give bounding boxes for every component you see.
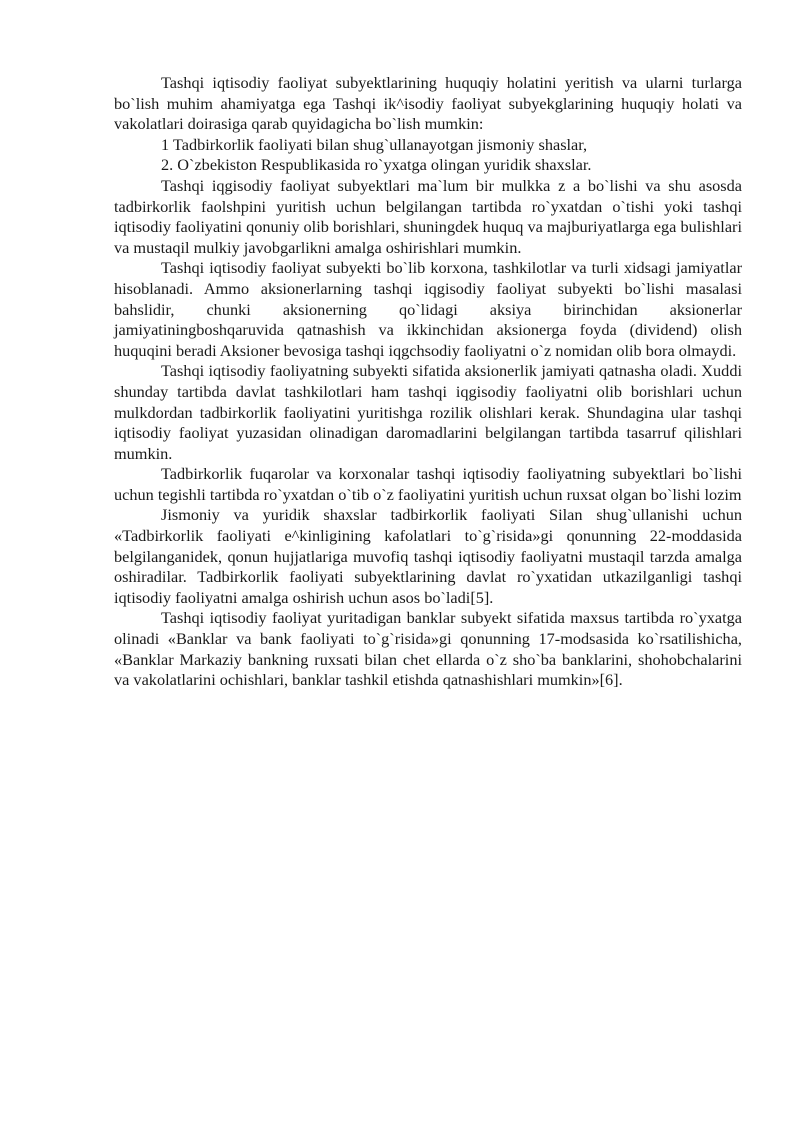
paragraph-shareholders: Tashqi iqtisodiy faoliyat subyekti bo`lib korxona, tashkilotlar va turli xidsagi jamiyatlar hisoblanadi. Ammo aksionerlarning tashqi iqgisodiy faoliyat subyekti bo`lishi masalasi bahslidir, chunki aksionerning qo`lidagi aksiya birinchidan aksionerlar jamiyatiningboshqaruvida qatnashish va ikkinchidan aksionerga foyda (dividend) olish huquqini beradi Aksioner bevosiga tashqi iqgchsodiy faoliyatni o`z nomidan olib bora olmaydi. [114, 258, 742, 360]
document-page [114, 73, 742, 691]
paragraph-joint-stock: Tashqi iqtisodiy faoliyatning subyekti sifatida aksionerlik jamiyati qatnasha oladi. Xuddi shunday tartibda davlat tashkilotlari ham tashqi iqgisodiy faoliyatni olib borishlari uchun mulkdordan tadbirkorlik faoliyatini yuritishga rozilik olishlari kerak. Shundagina ular tashqi iqtisodiy faoliyat yuzasidan olinadigan daromadlarini belgilangan tartibda tasarruf qilishlari mumkin. [114, 361, 742, 463]
paragraph-intro: Tashqi iqtisodiy faoliyat subyektlarining huquqiy holatini yeritish va ularni turlarga bo`lish muhim ahamiyatga ega Tashqi ik^isodiy faoliyat subyekglarining huquqiy holati va vakolatlari doirasiga qarab quyidagicha bo`lish mumkin: [114, 73, 742, 134]
paragraph-banks: Tashqi iqtisodiy faoliyat yuritadigan banklar subyekt sifatida maxsus tartibda ro`yxatga olinadi «Banklar va bank faoliyati to`g`risida»gi qonunning 17-modsasida ko`rsatilishicha, «Banklar Markaziy bankning ruxsati bilan chet ellarda o`z sho`ba banklarini, shohobchalarini va vakolatlarini ochishlari, banklar tashkil etishda qatnashishlari mumkin»[6]. [114, 608, 742, 690]
list-item-legal-entities: 2. O`zbekiston Respublikasida ro`yxatga olingan yuridik shaxslar. [161, 155, 592, 175]
list-item-individuals: 1 Tadbirkorlik faoliyati bilan shug`ullanayotgan jismoniy shaslar, [161, 134, 588, 154]
paragraph-registration: Tadbirkorlik fuqarolar va korxonalar tashqi iqtisodiy faoliyatning subyektlari bo`lishi uchun tegishli tartibda ro`yxatdan o`tib o`z faoliyatini yuritish uchun ruxsat olgan bo`lishi lozim [114, 464, 742, 504]
paragraph-entrepreneurship-law: Jismoniy va yuridik shaxslar tadbirkorlik faoliyati Silan shug`ullanishi uchun «Tadbirkorlik faoliyati e^kinligining kafolatlari to`g`risida»gi qonunning 22-moddasida belgilanganidek, qonun hujjatlariga muvofiq tashqi iqtisodiy faoliyatni mustaqil tarzda amalga oshiradilar. Tadbirkorlik faoliyati subyektlarining davlat ro`yxatidan utkazilganligi tashqi iqtisodiy faoliyatni amalga oshirish uchun asos bo`ladi[5]. [114, 505, 742, 607]
paragraph-subjects-property: Tashqi iqgisodiy faoliyat subyektlari ma`lum bir mulkka z a bo`lishi va shu asosda tadbirkorlik faolshpini yuritish uchun belgilangan tartibda ro`yxatdan o`tishi yoki tashqi iqtisodiy faoliyatini qonuniy olib borishlari, shuningdek huquq va majburiyatlarga ega bulishlari va mustaqil mulkiy javobgarlikni amalga oshirishlari mumkin. [114, 175, 742, 257]
